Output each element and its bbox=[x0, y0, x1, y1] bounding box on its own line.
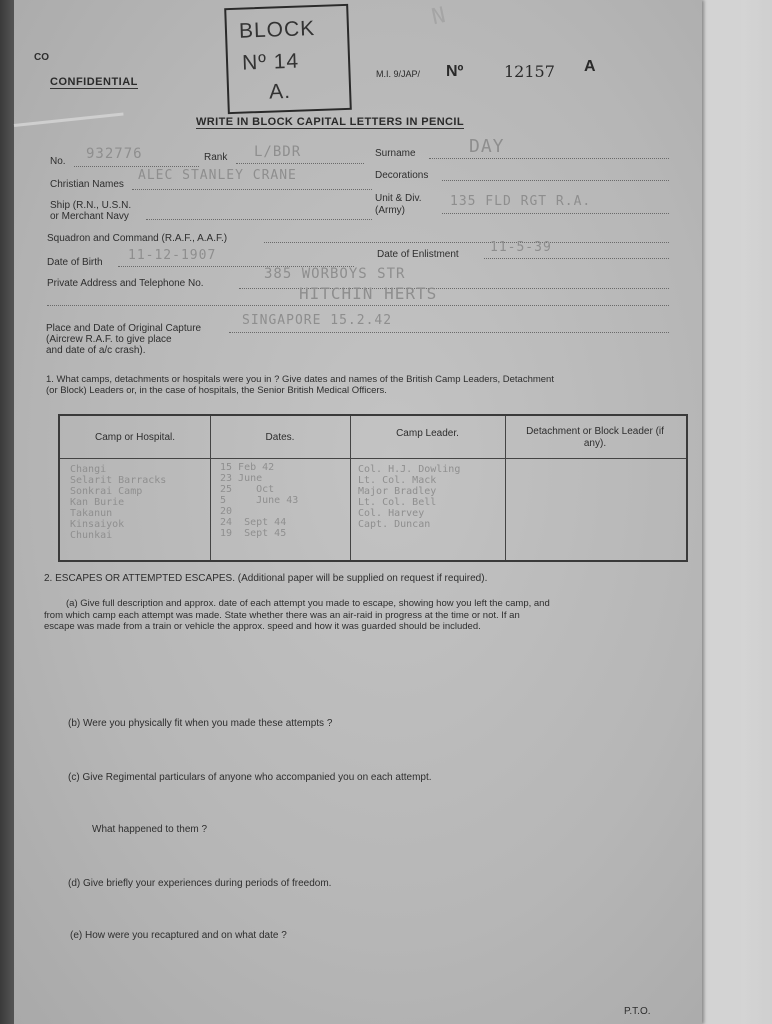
table-cell-leaders: Col. H.J. Dowling Lt. Col. Mack Major Bradley Lt. Col. Bell Col. Harvey Capt. Duncan bbox=[358, 464, 461, 530]
q2a-line-2: from which camp each attempt was made. State whether there was an air-raid in progress at the time or not. If an bbox=[44, 610, 520, 621]
surname-label: Surname bbox=[375, 148, 416, 159]
q2a-line-1: (a) Give full description and approx. date of each attempt you made to escape, showing how you left the camp, and bbox=[66, 598, 550, 609]
surname-value: DAY bbox=[469, 136, 505, 157]
ship-label-1: Ship (R.N., U.S.N. bbox=[50, 200, 132, 211]
capture-value: SINGAPORE 15.2.42 bbox=[242, 313, 393, 328]
enlistment-value: 11-5-39 bbox=[490, 240, 552, 255]
q1-line-2: (or Block) Leaders or, in the case of hospitals, the Senior British Medical Officers. bbox=[46, 385, 387, 396]
camps-table bbox=[58, 414, 688, 562]
stamp-line-2: Nº 14 bbox=[241, 49, 300, 75]
no-field-line bbox=[74, 166, 199, 167]
enlistment-line bbox=[484, 258, 669, 259]
squadron-label: Squadron and Command (R.A.F., A.A.F.) bbox=[47, 233, 228, 244]
table-header-sep bbox=[60, 458, 686, 459]
dob-value: 11-12-1907 bbox=[128, 248, 217, 263]
q2c: (c) Give Regimental particulars of anyone who accompanied you on each attempt. bbox=[68, 772, 432, 783]
address-line-2 bbox=[47, 305, 669, 306]
address-value-1: 385 WORBOYS STR bbox=[264, 266, 406, 282]
q2c-followup: What happened to them ? bbox=[92, 824, 208, 835]
ship-line bbox=[146, 219, 372, 220]
unit-line bbox=[442, 213, 669, 214]
capture-label-1: Place and Date of Original Capture bbox=[46, 323, 202, 334]
form-suffix: A bbox=[584, 58, 596, 75]
table-col-sep-3 bbox=[505, 416, 506, 560]
faint-mark: N bbox=[429, 2, 449, 31]
form-sheet bbox=[14, 0, 702, 1024]
capture-label-2: (Aircrew R.A.F. to give place bbox=[46, 334, 172, 345]
table-cell-dates: 15 Feb 42 23 June 25 Oct 5 June 43 20 24 Sept 44 19 Sept 45 bbox=[220, 462, 299, 539]
table-cell-camps: Changi Selarit Barracks Sonkrai Camp Kan Burie Takanun Kinsaiyok Chunkai bbox=[70, 464, 167, 541]
underlying-sheet-2 bbox=[700, 0, 741, 1024]
stamp-line-1: BLOCK bbox=[238, 17, 316, 43]
ship-label-2: or Merchant Navy bbox=[50, 211, 129, 222]
stamp-line-3: A. bbox=[268, 79, 292, 104]
address-label: Private Address and Telephone No. bbox=[47, 278, 204, 289]
no-field-value: 932776 bbox=[86, 146, 143, 162]
block-stamp bbox=[224, 4, 352, 114]
capture-line bbox=[229, 332, 669, 333]
form-number: 12157 bbox=[504, 62, 555, 81]
capture-label-3: and date of a/c crash). bbox=[46, 345, 146, 356]
rank-value: L/BDR bbox=[254, 144, 302, 160]
q2-title: 2. ESCAPES OR ATTEMPTED ESCAPES. (Additional paper will be supplied on request if required). bbox=[44, 573, 488, 584]
christian-names-value: ALEC STANLEY CRANE bbox=[138, 168, 297, 183]
instruction-heading: WRITE IN BLOCK CAPITAL LETTERS IN PENCIL bbox=[196, 116, 464, 128]
surname-line bbox=[429, 158, 669, 159]
christian-names-label: Christian Names bbox=[50, 179, 124, 190]
table-header-camp: Camp or Hospital. bbox=[94, 432, 176, 443]
squadron-line bbox=[264, 242, 669, 243]
unit-label-1: Unit & Div. bbox=[375, 193, 422, 204]
address-value-2: HITCHIN HERTS bbox=[299, 284, 438, 303]
corner-text: CO bbox=[34, 52, 49, 63]
no-field-label: No. bbox=[50, 156, 66, 167]
q1-line-1: 1. What camps, detachments or hospitals were you in ? Give dates and names of the British Camp Leaders, Detachment bbox=[46, 374, 554, 385]
christian-names-line bbox=[132, 189, 372, 190]
confidential-label: CONFIDENTIAL bbox=[50, 76, 138, 88]
ref-code: M.I. 9/JAP/ bbox=[376, 69, 421, 79]
q2a-line-3: escape was made from a train or vehicle the approx. speed and how it was guarded should be included. bbox=[44, 621, 481, 632]
binding-string bbox=[14, 113, 124, 127]
pto-label: P.T.O. bbox=[624, 1006, 651, 1017]
q2e: (e) How were you recaptured and on what date ? bbox=[70, 930, 287, 941]
q2d: (d) Give briefly your experiences during periods of freedom. bbox=[68, 878, 332, 889]
unit-label-2: (Army) bbox=[375, 205, 405, 216]
dob-label: Date of Birth bbox=[47, 257, 103, 268]
decorations-label: Decorations bbox=[375, 170, 429, 181]
enlistment-label: Date of Enlistment bbox=[377, 249, 459, 260]
no-label: Nº bbox=[446, 63, 464, 80]
rank-line bbox=[236, 163, 364, 164]
q2b: (b) Were you physically fit when you made these attempts ? bbox=[68, 718, 333, 729]
unit-value: 135 FLD RGT R.A. bbox=[450, 194, 592, 209]
table-header-leader: Camp Leader. bbox=[396, 428, 459, 439]
table-header-block-leader: Detachment or Block Leader (if any). bbox=[526, 426, 664, 449]
table-header-dates: Dates. bbox=[265, 432, 295, 443]
rank-label: Rank bbox=[204, 152, 228, 163]
decorations-line bbox=[442, 180, 669, 181]
